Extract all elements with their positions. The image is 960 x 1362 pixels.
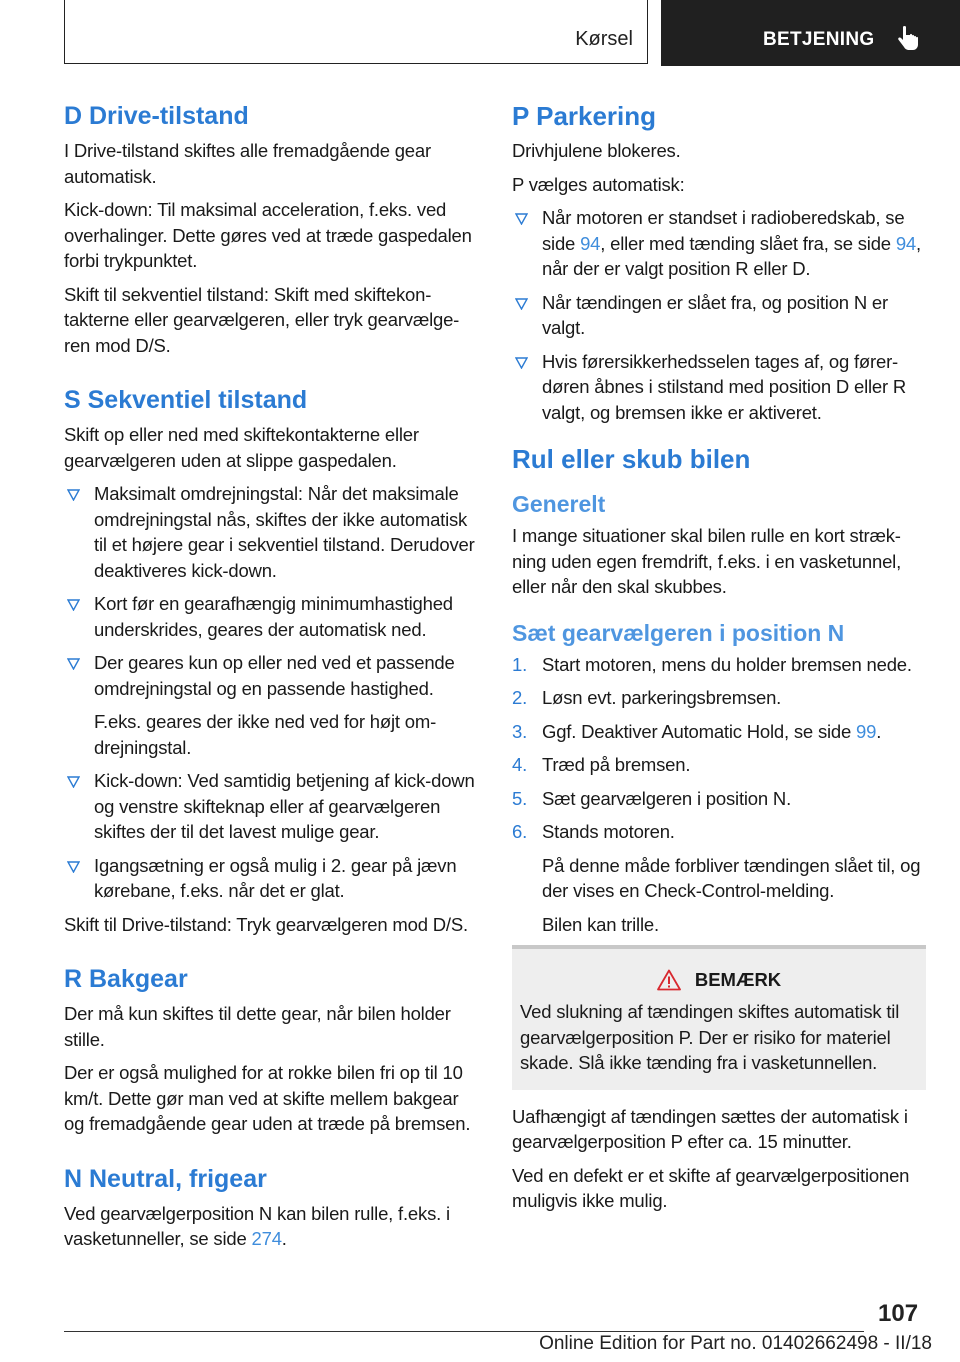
list-item: Kick-down: Ved samtidig betjening af kick-down og venstre skifteknap eller af gearvælgeren skiftes der til det lavest mulige gear. — [64, 768, 478, 845]
right-column — [512, 100, 926, 1222]
bullet-list — [512, 205, 926, 425]
paragraph: Der må kun skiftes til dette gear, når bilen holder stille. — [64, 1003, 451, 1050]
footer-rule — [64, 1331, 864, 1332]
paragraph: Skift til sekventiel tilstand: Skift med skiftekontakterne eller gearvælgeren, eller tryk gearvælgeren mod D/S. — [64, 283, 460, 356]
section-tab — [64, 0, 648, 64]
page-number: 107 — [878, 1300, 919, 1327]
paragraph: I Drive-tilstand skiftes alle fremadgående gear automatisk. — [64, 140, 431, 187]
list-item: Når motoren er standset i radioberedskab, se side 94, eller med tænding slået fra, se side 94, når der er valgt position R eller D. — [512, 205, 926, 282]
paragraph: Drivhjulene blokeres. — [512, 140, 681, 161]
bullet-list — [64, 481, 478, 904]
heading-s-sequential: S Sekventiel tilstand — [64, 386, 308, 414]
list-item-continuation: På denne måde forbliver tændingen slået til, og der vises en Check-Control-melding. — [542, 854, 921, 901]
paragraph: Kick-down: Til maksimal acceleration, f.eks. ved overhalinger. Dette gøres ved at træde gaspedalen forbi trykpunktet. — [64, 199, 472, 271]
paragraph: Skift op eller ned med skiftekontakterne eller gearvælgeren uden at slippe gaspedalen. — [64, 424, 419, 471]
triangle-bullet-icon — [67, 776, 80, 788]
paragraph: Der er også mulighed for at rokke bilen fri op til 10 km/t. Dette gør man ved at skifte mellem bakgear og fremadgående gear uden at træde på bremsen. — [64, 1062, 471, 1134]
triangle-bullet-icon — [67, 658, 80, 670]
chapter-tab — [661, 0, 960, 66]
warning-triangle-icon — [657, 969, 681, 991]
paragraph: Ved gearvælgerposition N kan bilen rulle, f.eks. i vasketunneller, se side 274. — [64, 1202, 450, 1249]
list-item-continuation: Bilen kan trille. — [542, 913, 659, 935]
list-item: 2. Løsn evt. parkeringsbremsen. — [512, 687, 782, 708]
list-item: 6. Stands motoren. På denne måde forbliver tændingen slået til, og der vises en Check-Control-melding. Bilen kan trille. — [512, 819, 926, 937]
list-item: Når tændingen er slået fra, og position N er valgt. — [512, 290, 926, 341]
section-title: Kørsel — [575, 28, 633, 50]
paragraph: I mange situationer skal bilen rulle en kort strækning uden egen fremdrift, f.eks. i en vasketunnel, eller når den skal skubbes. — [512, 525, 902, 597]
heading-roll-push: Rul eller skub bilen — [512, 444, 751, 474]
chapter-title: BETJENING — [763, 29, 875, 50]
left-column — [64, 100, 478, 1260]
heading-set-neutral: Sæt gearvælgeren i position N — [512, 619, 845, 646]
paragraph: P vælges automatisk: — [512, 173, 685, 195]
list-item: 1. Start motoren, mens du holder bremsen nede. — [512, 653, 912, 675]
paragraph: Uafhængigt af tændingen sættes der automatisk i gearvælgerposition P efter ca. 15 minutter. — [512, 1105, 908, 1152]
heading-r-reverse: R Bakgear — [64, 965, 188, 993]
list-item: Maksimalt omdrejningstal: Når det maksimale omdrejningstal nås, skiftes der ikke automatisk til et højere gear i sekventiel tilstand. Derudover deaktiveres kick-down. — [64, 481, 478, 583]
numbered-list — [512, 652, 926, 938]
edition-text: Online Edition for Part no. 01402662498 - II/18 — [539, 1333, 932, 1354]
hand-pointing-icon — [896, 25, 920, 53]
list-item: Kort før en gearafhængig minimumhastighed underskrides, geares der automatisk ned. — [64, 591, 478, 642]
paragraph: Ved en defekt er et skifte af gearvælgerpositionen muligvis ikke mulig. — [512, 1164, 910, 1211]
list-item: Der geares kun op eller ned ved et passende omdrejningstal og en passende hastighed. F.eks. geares der ikke ned ved for højt omdrejningstal. — [64, 650, 478, 760]
heading-d-drive: D Drive-tilstand — [64, 102, 249, 130]
page-link[interactable]: 94 — [895, 232, 916, 254]
list-item: 3. Ggf. Deaktiver Automatic Hold, se side 99. — [512, 720, 882, 742]
triangle-bullet-icon — [67, 489, 80, 501]
page-link[interactable]: 94 — [580, 232, 601, 254]
triangle-bullet-icon — [515, 213, 528, 225]
note-text: Ved slukning af tændingen skiftes automatisk til gearvælgerposition P. Der er risiko for materiel skade. Slå ikke tænding fra i vasketunnellen. — [520, 1001, 900, 1073]
triangle-bullet-icon — [515, 357, 528, 369]
page-link[interactable]: 99 — [856, 720, 877, 742]
list-item: Hvis førersikkerhedsselen tages af, og førerdøren åbnes i stilstand med position D eller R valgt, og bremsen ikke er aktiveret. — [512, 349, 926, 426]
note-header — [520, 969, 918, 991]
note-title: BEMÆRK — [694, 969, 782, 990]
heading-n-neutral: N Neutral, frigear — [64, 1164, 267, 1193]
heading-general: Generelt — [512, 491, 606, 517]
list-item-continuation: F.eks. geares der ikke ned ved for højt omdrejningstal. — [94, 711, 437, 758]
list-item: Igangsætning er også mulig i 2. gear på jævn kørebane, f.eks. når det er glat. — [64, 853, 478, 904]
list-item: 5. Sæt gearvælgeren i position N. — [512, 787, 792, 809]
triangle-bullet-icon — [67, 861, 80, 873]
page-header — [0, 0, 960, 66]
page-link[interactable]: 274 — [251, 1228, 282, 1249]
heading-p-park: P Parkering — [512, 101, 657, 131]
paragraph: Skift til Drive-tilstand: Tryk gearvælgeren mod D/S. — [64, 913, 468, 935]
triangle-bullet-icon — [67, 599, 80, 611]
warning-note — [512, 945, 926, 1090]
triangle-bullet-icon — [515, 298, 528, 310]
list-item: 4. Træd på bremsen. — [512, 754, 691, 775]
